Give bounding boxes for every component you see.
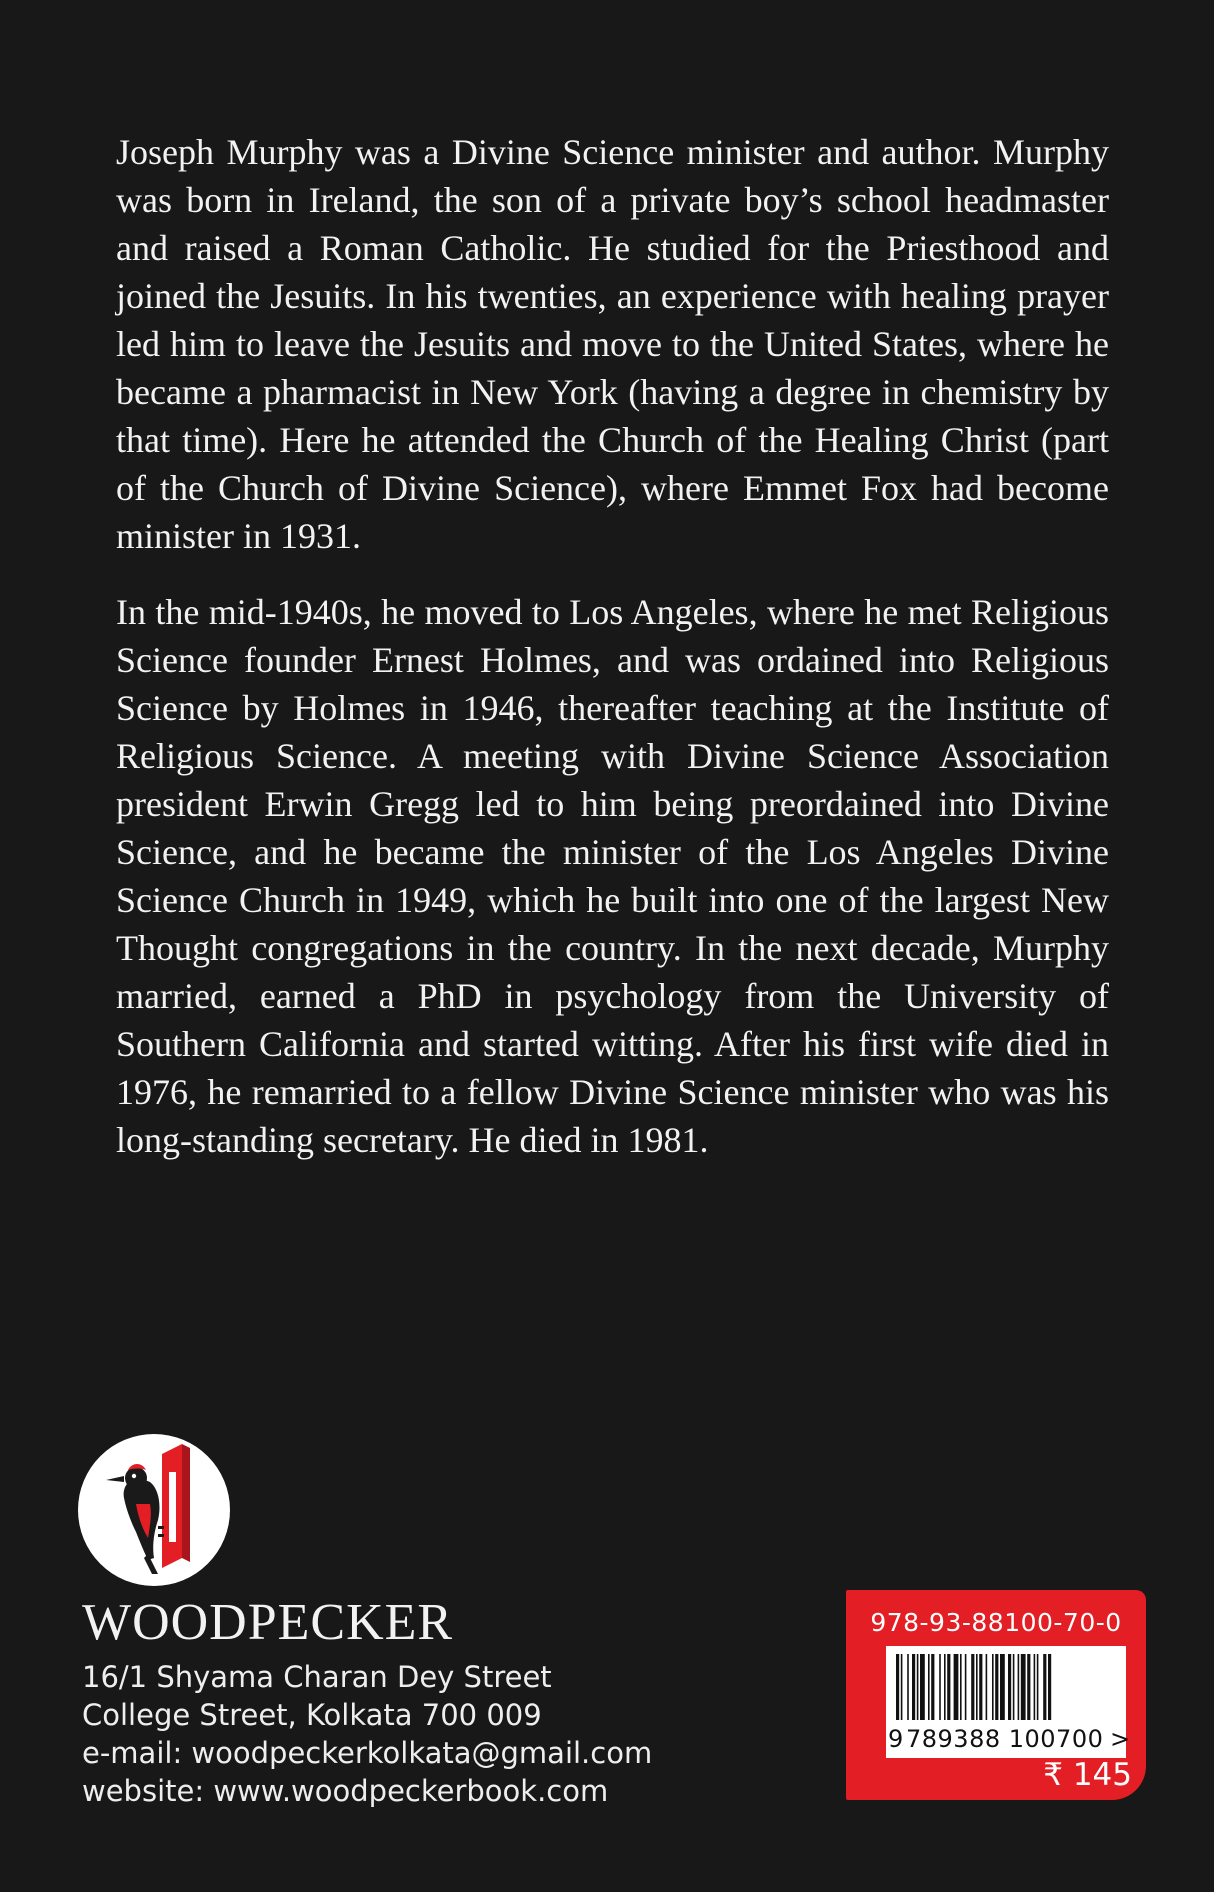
barcode-bar	[1048, 1654, 1051, 1720]
barcode-first-digit: 9	[888, 1725, 904, 1753]
barcode-bar	[1018, 1654, 1020, 1720]
publisher-website[interactable]: website: www.woodpeckerbook.com	[82, 1774, 609, 1808]
price-tag	[846, 1590, 1146, 1800]
woodpecker-logo-icon	[78, 1434, 230, 1586]
barcode-bar	[912, 1654, 915, 1720]
bio-paragraph-2: In the mid-1940s, he moved to Los Angeles, where he met Religious Science founder Ernest Holmes, and was ordained into Religious Science by Holmes in 1946, thereafter teaching at the Institute of Religious Science. A meeting with Divine Science Association president Erwin Gregg led to him being preordained into Divine Science, and he became the minister of the Los Angeles Divine Science Church in 1949, which he built into one of the largest New Thought congregations in the country. In the next decade, Murphy married, earned a PhD in psychology from the University of Southern California and started witting. After his first wife died in 1976, he remarried to a fellow Divine Science minister who was his long-standing secretary. He died in 1981.	[116, 592, 1109, 1160]
barcode-bars	[886, 1646, 1126, 1726]
author-bio	[116, 128, 1109, 1192]
isbn-number: 978-93-88100-70-0	[870, 1608, 1122, 1637]
price-label: ₹ 145	[1043, 1757, 1132, 1793]
barcode-bar	[896, 1654, 899, 1720]
barcode-bar	[907, 1654, 909, 1720]
barcode-bar	[928, 1654, 930, 1720]
barcode-end-mark: >	[1110, 1725, 1131, 1753]
barcode-bar	[1043, 1654, 1046, 1720]
publisher-email[interactable]: e-mail: woodpeckerkolkata@gmail.com	[82, 1736, 653, 1770]
barcode-bar	[917, 1654, 919, 1720]
barcode-bar	[1027, 1654, 1030, 1720]
publisher-address-line-2: College Street, Kolkata 700 009	[82, 1698, 542, 1732]
barcode-bar	[947, 1654, 950, 1720]
barcode-bar	[1034, 1654, 1036, 1720]
barcode-bar	[976, 1654, 978, 1720]
barcode-bar	[931, 1654, 934, 1720]
barcode	[886, 1646, 1131, 1758]
bio-paragraph-1: Joseph Murphy was a Divine Science minister and author. Murphy was born in Ireland, the son of a private boy’s school headmaster and raised a Roman Catholic. He studied for the Priesthood and joined the Jesuits. In his twenties, an experience with healing prayer led him to leave the Jesuits and move to the United States, where he became a pharmacist in New York (having a degree in chemistry by that time). Here he attended the Church of the Healing Christ (part of the Church of Divine Science), where Emmet Fox had become minister in 1931.	[116, 132, 1109, 556]
barcode-bar	[1008, 1654, 1011, 1720]
barcode-bar	[1021, 1654, 1026, 1720]
publisher-address-line-1: 16/1 Shyama Charan Dey Street	[82, 1660, 552, 1694]
barcode-bar	[979, 1654, 982, 1720]
barcode-bar	[920, 1654, 925, 1720]
barcode-bar	[995, 1654, 998, 1720]
publisher-name: WOODPECKER	[82, 1594, 454, 1651]
barcode-bar	[971, 1654, 974, 1720]
barcode-bar	[944, 1654, 946, 1720]
barcode-bar	[992, 1654, 994, 1720]
barcode-bar	[960, 1654, 962, 1720]
barcode-bar	[1013, 1654, 1015, 1720]
barcode-bar	[954, 1654, 959, 1720]
barcode-bar	[1000, 1654, 1005, 1720]
publisher-info	[82, 1594, 652, 1810]
barcode-bar	[965, 1654, 967, 1720]
barcode-bar	[939, 1654, 941, 1720]
barcode-bar	[1037, 1654, 1039, 1720]
barcode-rest-digits: 789388 100700	[906, 1725, 1104, 1753]
barcode-bar	[986, 1654, 988, 1720]
barcode-bar	[901, 1654, 903, 1720]
